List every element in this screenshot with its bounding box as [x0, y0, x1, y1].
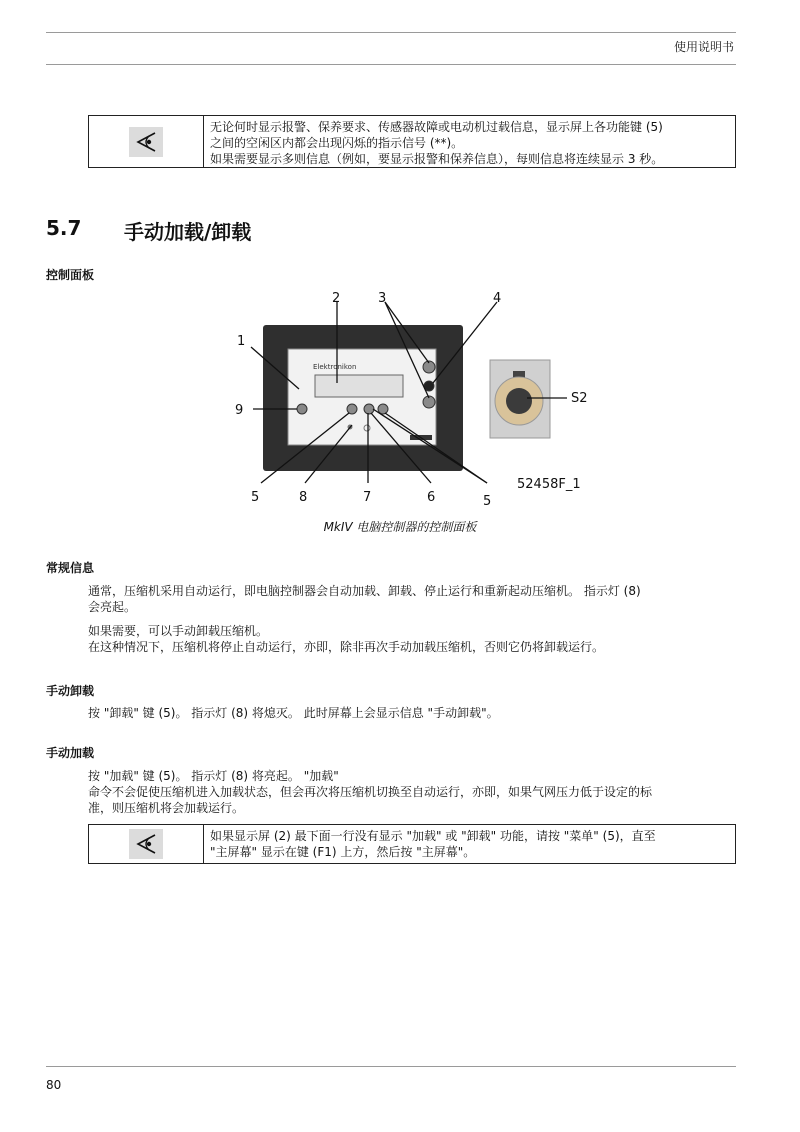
text-line: 会亮起。: [88, 600, 137, 614]
control-panel-heading: 控制面板: [46, 268, 95, 282]
note-icon-cell: [89, 116, 204, 167]
panel-led-9: [297, 404, 307, 414]
callout-9: 9: [235, 403, 244, 418]
emergency-stop-button: [506, 388, 532, 414]
text-line: 命令不会促使压缩机进入加载状态，但会再次将压缩机切换至自动运行，亦即，如果气网压力低于设定的标: [88, 785, 653, 799]
manual-unload-heading: 手动卸载: [46, 684, 95, 698]
control-panel-figure: [225, 285, 595, 513]
header-title: 使用说明书: [673, 40, 734, 54]
note-line: 如果显示屏 (2) 最下面一行没有显示 "加载" 或 "卸载" 功能，请按 "菜单" (5)，直至: [210, 829, 656, 843]
text-line: 如果需要，可以手动卸载压缩机。: [88, 624, 269, 638]
page-number: 80: [46, 1078, 62, 1092]
callout-3: 3: [378, 291, 387, 306]
figure-caption: MkIV 电脑控制器的控制面板: [323, 520, 477, 534]
callout-8: 8: [299, 490, 308, 505]
note-line: "主屏幕" 显示在键 (F1) 上方，然后按 "主屏幕"。: [210, 845, 476, 859]
callout-s2: S2: [571, 391, 588, 406]
footer-rule: [46, 1066, 736, 1067]
manual-unload-paragraph: 按 "卸载" 键 (5)。 指示灯 (8) 将熄灭。 此时屏幕上会显示信息 "手动卸载"。: [88, 706, 499, 720]
header-bottom-rule: [46, 64, 736, 65]
text-line: 按 "加载" 键 (5)。 指示灯 (8) 将亮起。 "加载": [88, 769, 339, 783]
note-line: 之间的空闲区内都会出现闪烁的指示信号 (**)。: [210, 136, 464, 150]
function-key: [347, 404, 357, 414]
general-heading: 常规信息: [46, 561, 95, 575]
section-number: 5.7: [46, 216, 82, 240]
general-paragraph-2: [88, 623, 736, 655]
figure-id: 52458F_1: [517, 477, 581, 492]
callout-7: 7: [363, 490, 372, 505]
note-icon-cell: [89, 825, 204, 863]
text-line: 在这种情况下，压缩机将停止自动运行，亦即，除非再次手动加载压缩机，否则它仍将卸载运行。: [88, 640, 605, 654]
header-top-rule: [46, 32, 736, 33]
text-line: 准，则压缩机将会加载运行。: [88, 801, 245, 815]
note-line: 无论何时显示报警、保养要求、传感器故障或电动机过载信息，显示屏上各功能键 (5): [210, 120, 663, 134]
note-line: 如果需要显示多则信息（例如，要显示报警和保养信息），每则信息将连续显示 3 秒。: [210, 152, 664, 166]
callout-5-left: 5: [251, 490, 260, 505]
manual-load-heading: 手动加载: [46, 746, 95, 760]
callout-1: 1: [237, 334, 246, 349]
manual-load-paragraph: [88, 768, 736, 816]
callout-4: 4: [493, 291, 502, 306]
note-text: [204, 825, 735, 863]
panel-display: [315, 375, 403, 397]
text-line: 通常，压缩机采用自动运行，即电脑控制器会自动加载、卸载、停止运行和重新起动压缩机。 指示灯 (8): [88, 584, 641, 598]
note-text: [204, 116, 735, 167]
callout-2: 2: [332, 291, 341, 306]
panel-brand: Elektronikon: [313, 363, 357, 371]
note-box-2: [88, 824, 736, 864]
section-title: 手动加载/卸载: [124, 220, 252, 244]
general-paragraph-1: [88, 583, 736, 615]
note-box-1: [88, 115, 736, 168]
eye-icon: [129, 127, 163, 157]
function-key: [364, 404, 374, 414]
callout-5-right: 5: [483, 494, 492, 509]
callout-6: 6: [427, 490, 436, 505]
eye-icon: [129, 829, 163, 859]
